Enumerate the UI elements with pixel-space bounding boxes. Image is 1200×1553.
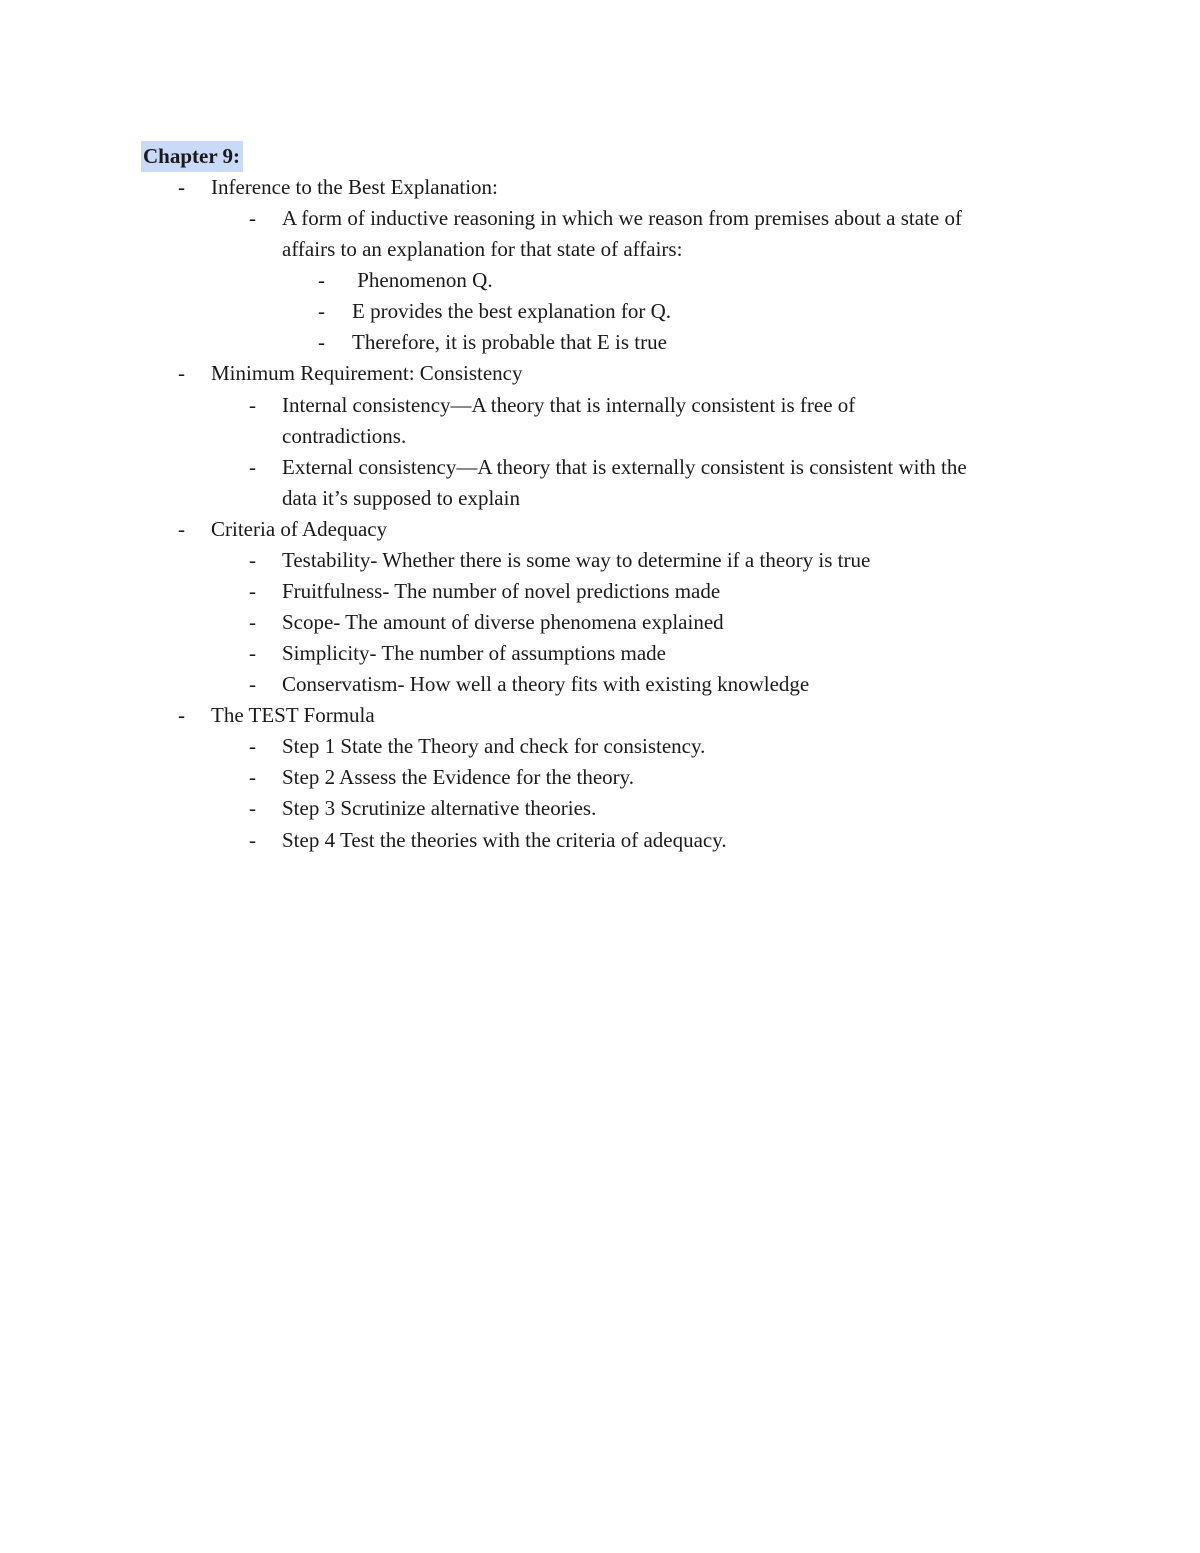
bullet-dash: -	[249, 828, 256, 852]
item-text: Testability- Whether there is some way to determine if a theory is true	[282, 548, 871, 572]
item-text: Phenomenon Q.	[352, 268, 493, 292]
bullet-dash: -	[249, 672, 256, 696]
chapter-heading: Chapter 9:	[141, 141, 243, 172]
bullet-dash: -	[249, 548, 256, 572]
bullet-dash: -	[178, 517, 185, 541]
bullet-dash: -	[249, 393, 256, 417]
item-text: E provides the best explanation for Q.	[352, 299, 671, 323]
item-text: Conservatism- How well a theory fits with existing knowledge	[282, 672, 810, 696]
bullet-dash: -	[249, 206, 256, 230]
item-text: External consistency—A theory that is externally consistent is consistent with the	[282, 455, 967, 479]
bullet-dash: -	[249, 796, 256, 820]
item-text: A form of inductive reasoning in which we reason from premises about a state of	[282, 206, 962, 230]
bullet-dash: -	[249, 734, 256, 758]
section-label: Minimum Requirement: Consistency	[211, 361, 523, 385]
item-text: Therefore, it is probable that E is true	[352, 330, 667, 354]
item-text: Scope- The amount of diverse phenomena explained	[282, 610, 724, 634]
item-text: Step 2 Assess the Evidence for the theory.	[282, 765, 635, 789]
bullet-dash: -	[178, 703, 185, 727]
item-text: affairs to an explanation for that state of affairs:	[282, 237, 683, 261]
item-text: data it’s supposed to explain	[282, 486, 520, 510]
item-text: contradictions.	[282, 424, 407, 448]
item-text: Step 1 State the Theory and check for consistency.	[282, 734, 706, 758]
item-text: Internal consistency—A theory that is internally consistent is free of	[282, 393, 856, 417]
bullet-dash: -	[249, 455, 256, 479]
bullet-dash: -	[249, 579, 256, 603]
bullet-dash: -	[178, 361, 185, 385]
item-text: Fruitfulness- The number of novel predictions made	[282, 579, 721, 603]
bullet-dash: -	[249, 641, 256, 665]
bullet-dash: -	[178, 175, 185, 199]
bullet-dash: -	[318, 268, 325, 292]
section-label: The TEST Formula	[211, 703, 375, 727]
bullet-dash: -	[249, 765, 256, 789]
item-text: Step 3 Scrutinize alternative theories.	[282, 796, 597, 820]
bullet-dash: -	[249, 610, 256, 634]
item-text: Simplicity- The number of assumptions made	[282, 641, 666, 665]
section-label: Criteria of Adequacy	[211, 517, 388, 541]
bullet-dash: -	[318, 330, 325, 354]
item-text: Step 4 Test the theories with the criteria of adequacy.	[282, 828, 727, 852]
section-label: Inference to the Best Explanation:	[211, 175, 498, 199]
bullet-dash: -	[318, 299, 325, 323]
